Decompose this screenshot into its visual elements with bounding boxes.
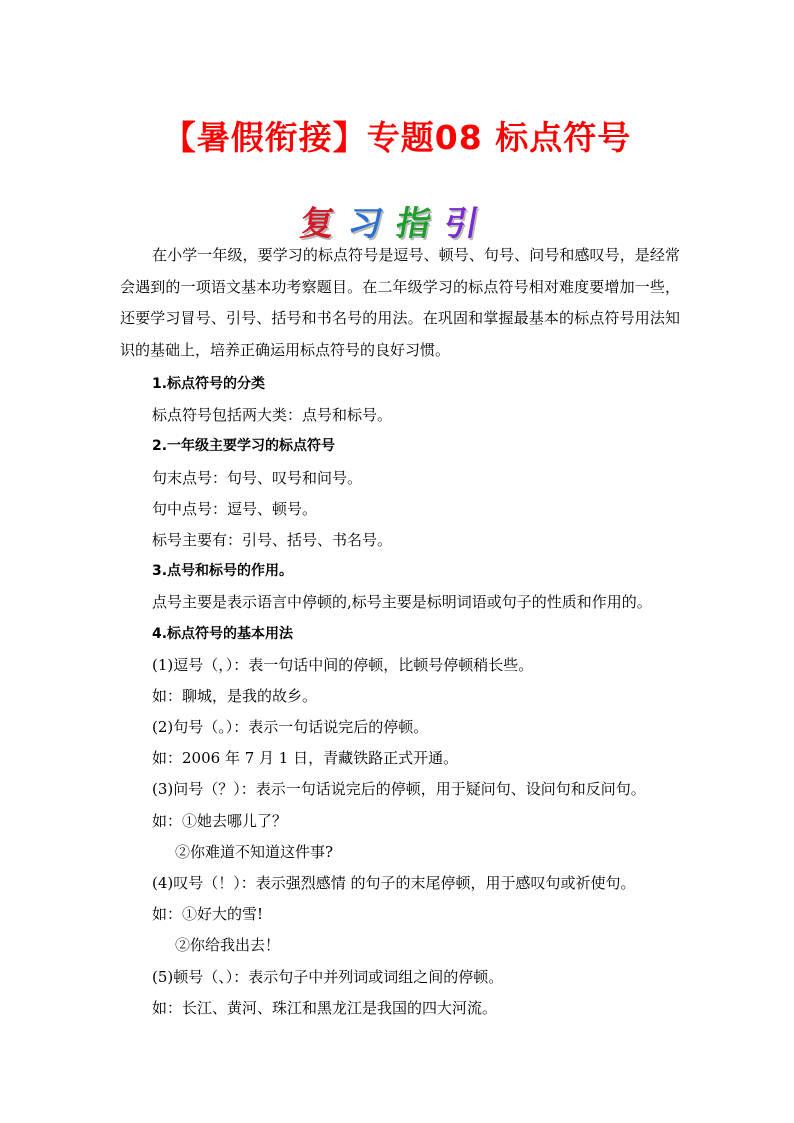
content-line: (1)逗号（，）：表一句话中间的停顿，比顿号停顿稍长些。 bbox=[152, 655, 534, 674]
banner-char: 引 bbox=[440, 204, 496, 244]
section-heading: 4.标点符号的基本用法 bbox=[152, 625, 294, 642]
banner-char: 复 bbox=[296, 204, 352, 244]
section-heading: 2.一年级主要学习的标点符号 bbox=[152, 438, 336, 455]
content-line: ②你给我出去！ bbox=[175, 936, 281, 955]
content-line: 如：2006 年 7 月 1 日，青藏铁路正式开通。 bbox=[152, 749, 459, 768]
content-line: (3)问号（？）：表示一句话说完后的停顿，用于疑问句、设问句和反问句。 bbox=[152, 780, 646, 799]
section-heading: 1.标点符号的分类 bbox=[152, 376, 266, 392]
content-line: 句中点号：逗号、顿号。 bbox=[152, 499, 318, 518]
content-line: (4)叹号（！）：表示强烈感情 的句子的末尾停顿，用于感叹句或祈使句。 bbox=[152, 874, 636, 892]
section-heading: 3.点号和标号的作用。 bbox=[152, 563, 294, 580]
content-line: 句末点号：句号、叹号和问号。 bbox=[152, 468, 363, 487]
content-line: ②你难道不知道这件事? bbox=[175, 842, 334, 861]
intro-paragraph: 在小学一年级，要学习的标点符号是逗号、顿号、句号、问号和感叹号，是经常会遇到的一项语文基本功考察题目。在二年级学习的标点符号相对难度要增加一些，还要学习冒号、引号、括号和书名号的用法。在巩固和掌握最基本的标点符号用法知识的基础上，培养正确运用标点符号的良好习惯。 bbox=[120, 246, 680, 359]
content-line: (2)句号（。）：表示一句话说完后的停顿。 bbox=[152, 718, 429, 737]
page-title: 【暑假衔接】专题08 标点符号 bbox=[162, 118, 632, 157]
content-lines bbox=[120, 369, 680, 1024]
content-line: 如：聊城，是我的故乡。 bbox=[152, 686, 318, 705]
content-line: 如：长江、黄河、珠江和黑龙江是我国的四大河流。 bbox=[152, 998, 498, 1017]
content-line: 如：①好大的雪! bbox=[152, 905, 264, 924]
content-line: (5)顿号（、）：表示句子中并列词或词组之间的停顿。 bbox=[152, 967, 504, 986]
content-line: 标号主要有：引号、括号、书名号。 bbox=[152, 530, 393, 549]
content-line: 标点符号包括两大类：点号和标号。 bbox=[152, 406, 393, 425]
document-body bbox=[120, 240, 680, 1024]
review-guide-banner bbox=[0, 196, 794, 245]
banner-char: 习 bbox=[344, 204, 400, 244]
content-line: 点号主要是表示语言中停顿的,标号主要是标明词语或句子的性质和作用的。 bbox=[152, 593, 652, 612]
banner-char: 指 bbox=[392, 204, 448, 244]
content-line: 如：①她去哪儿了？ bbox=[152, 811, 288, 830]
